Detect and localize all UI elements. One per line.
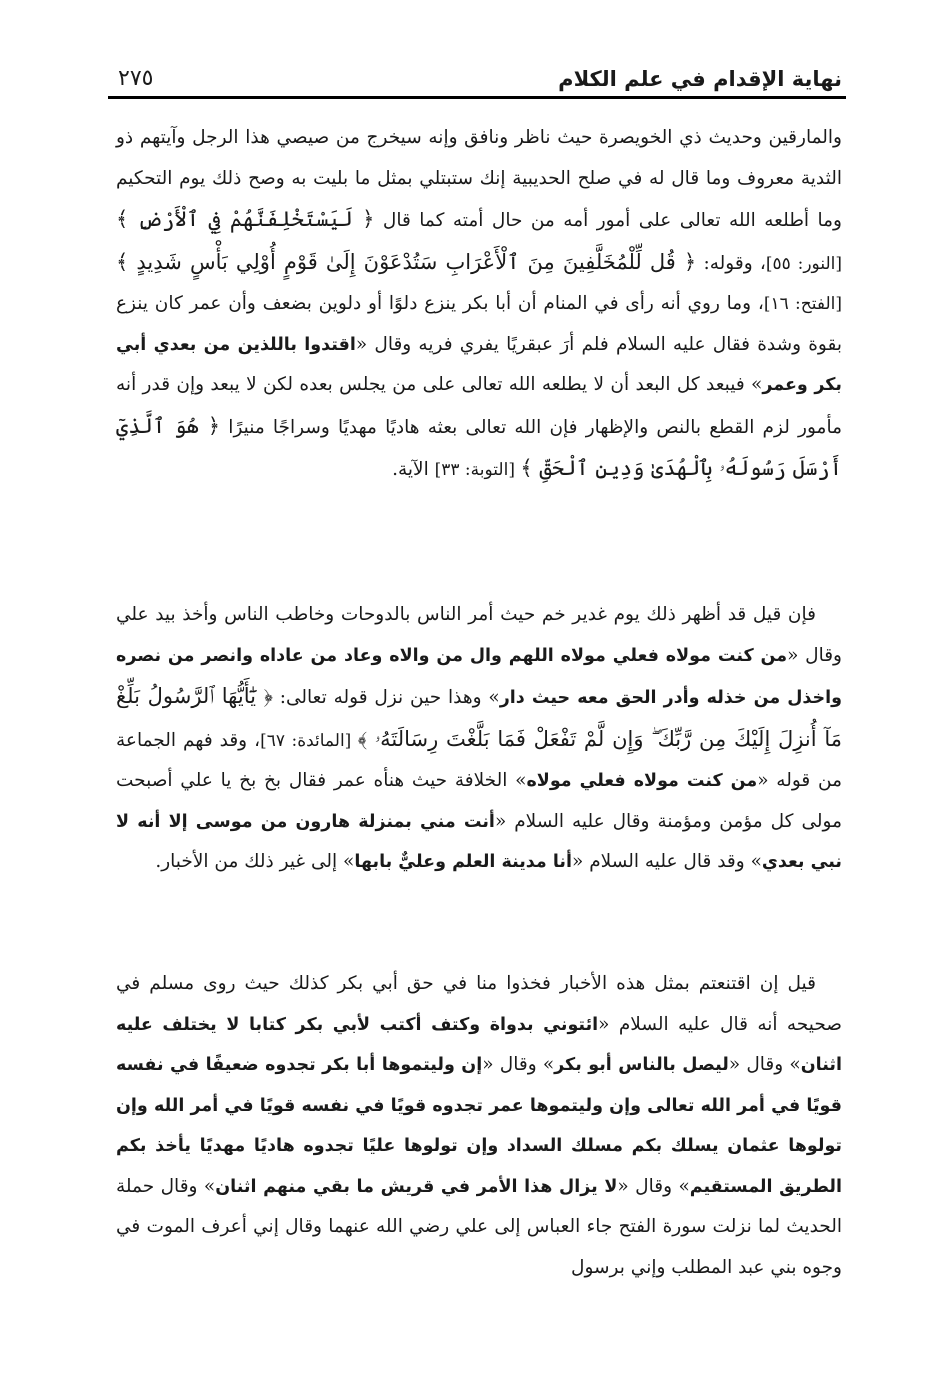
p1-text-1: والمارقين وحديث ذي الخويصرة حيث ناظر ونافق وإنه سيخرج من صيصي هذا الرجل وآيتهم ذو الثدية معروف وما قال له في صلح الحديبية إنك ستبتلي بمثل ما بليت به وصح ذلك يوم التحكيم وما أطلعه الله تعالى على أمور أمه من حال أمته كما قال	[116, 127, 842, 231]
p2-text-4: » الخلافة حيث هنأه عمر فقال بخ بخ يا علي أصبحت مولى كل مؤمن ومؤمنة وقال عليه السلام «	[116, 770, 842, 832]
p3-text-2: » وقال «	[728, 1054, 801, 1075]
quran-verse-nur-55: ﴿ لَيَسْتَخْلِفَنَّهُمْ فِي ٱلْأَرْضِ ﴾	[116, 207, 375, 231]
p2-text-6: » إلى غير ذلك من الأخبار.	[155, 851, 355, 872]
verse-reference-maida-67: [المائدة: ٦٧]	[260, 730, 358, 751]
quran-verse-maida-67: ﴿ يَٰٓأَيُّهَا ٱلرَّسُولُ بَلِّغْ مَآ أُنزِلَ إِلَيْكَ مِن رَّبِّكَ ۖ وَإِن لَّمْ تَفْعَلْ فَمَا بَلَّغْتَ رِسَالَتَهُۥ ﴾	[116, 684, 842, 751]
p3-text-3: » وقال «	[482, 1054, 555, 1075]
hadith-madina: أنا مدينة العلم وعليٌّ بابها	[354, 852, 572, 872]
p1-text-5: الآية.	[392, 459, 435, 480]
hadith-iqtadu: اقتدوا باللذين من بعدي أبي بكر وعمر	[116, 334, 842, 395]
paragraph-2	[116, 595, 842, 883]
hadith-quraysh: لا يزال هذا الأمر في قريش ما بقي منهم اثنان	[215, 1176, 618, 1197]
quran-verse-fath-16: ﴿ قُل لِّلْمُخَلَّفِينَ مِنَ ٱلْأَعْرَابِ سَتُدْعَوْنَ إِلَىٰ قَوْمٍ أُوْلِي بَأْسٍ شَدِيدٍ ﴾	[116, 249, 697, 274]
verse-reference-fath-16: [الفتح: ١٦]	[763, 294, 842, 314]
p3-text-5: » وقال حملة الحديث لما نزلت سورة الفتح جاء العباس إلى علي رضي الله عنهما وقال إني أعرف الموت في وجوه بني عبد المطلب وإني برسول	[116, 1175, 842, 1278]
p2-text-5: » وقد قال عليه السلام «	[572, 851, 762, 872]
paragraph-1	[116, 118, 842, 491]
p1-text-3: ، وما روي أنه رأى في المنام أن أبا بكر ينزع دلوًا أو دلوين بضعف وأن عمر كان ينزع بقوة وشدة فقال عليه السلام فلم أرَ عبقريًا يفري فريه وقال «	[116, 293, 842, 355]
p3-text-1: قيل إن اقتنعتم بمثل هذه الأخبار فخذوا منا في حق أبي بكر كذلك حيث روى مسلم في صحيحه أنه قال عليه السلام «	[116, 973, 842, 1035]
hadith-salat: ليصل بالناس أبو بكر	[554, 1055, 729, 1075]
p2-text-3: ، وقد فهم الجماعة من قوله «	[116, 729, 842, 791]
hadith-manzila: أنت مني بمنزلة هارون من موسى إلا أنه لا نبي بعدي	[116, 811, 842, 872]
hadith-walaytumuha: إن وليتموها أبا بكر تجدوه ضعيفًا في نفسه قويًا في أمر الله تعالى وإن وليتموها عمر تجدوه قويًا في نفسه قويًا في أمر الله وإن تولوها عثمان يسلك بكم مسلك السداد وإن تولوها عليًا تجدوه هاديًا مهديًا يأخذ بكم الطريق المستقيم	[116, 1055, 842, 1197]
header-rule	[108, 96, 846, 99]
verse-reference-nur-55: [النور: ٥٥]	[765, 253, 842, 274]
p1-text-4: » فيبعد كل البعد أن لا يطلعه الله تعالى على من يجلس بعده لكن لا يبعد وإن قدر أنه مأمور لزم القطع بالنص والإظهار فإن الله تعالى بعثه هاديًا مهديًا وسراجًا منيرًا	[116, 374, 842, 438]
p3-text-4: » وقال «	[617, 1175, 690, 1197]
p1-text-2: ، وقوله:	[696, 252, 766, 274]
book-title: نهاية الإقدام في علم الكلام	[558, 67, 842, 91]
page-number: ٢٧٥	[118, 66, 154, 91]
verse-reference-tawba-33: [التوبة: ٣٣]	[434, 460, 521, 480]
paragraph-3	[116, 964, 842, 1288]
hadith-ghadir: من كنت مولاه فعلي مولاه اللهم وال من والاه وعاد من عاداه وانصر من نصره واخذل من خذله وأدر الحق معه حيث دار	[116, 645, 843, 708]
quran-verse-tawba-33: ﴿ هُوَ ٱلَّذِيٓ أَرْسَلَ رَسُولَهُۥ بِٱلْهُدَىٰ وَدِينِ ٱلْحَقِّ ﴾	[116, 413, 842, 480]
p2-text-2: » وهذا حين نزل قوله تعالى:	[272, 687, 500, 708]
hadith-mawla: من كنت مولاه فعلي مولاه	[526, 771, 758, 791]
p2-text-1: فإن قيل قد أظهر ذلك يوم غدير خم حيث أمر الناس بالدوحات وخاطب الناس وأخذ بيد علي وقال «	[116, 604, 842, 666]
hadith-dawat: ائتوني بدواة وكتف أكتب لأبي بكر كتابا لا يختلف عليه اثنان	[116, 1014, 842, 1075]
running-header	[118, 58, 842, 92]
